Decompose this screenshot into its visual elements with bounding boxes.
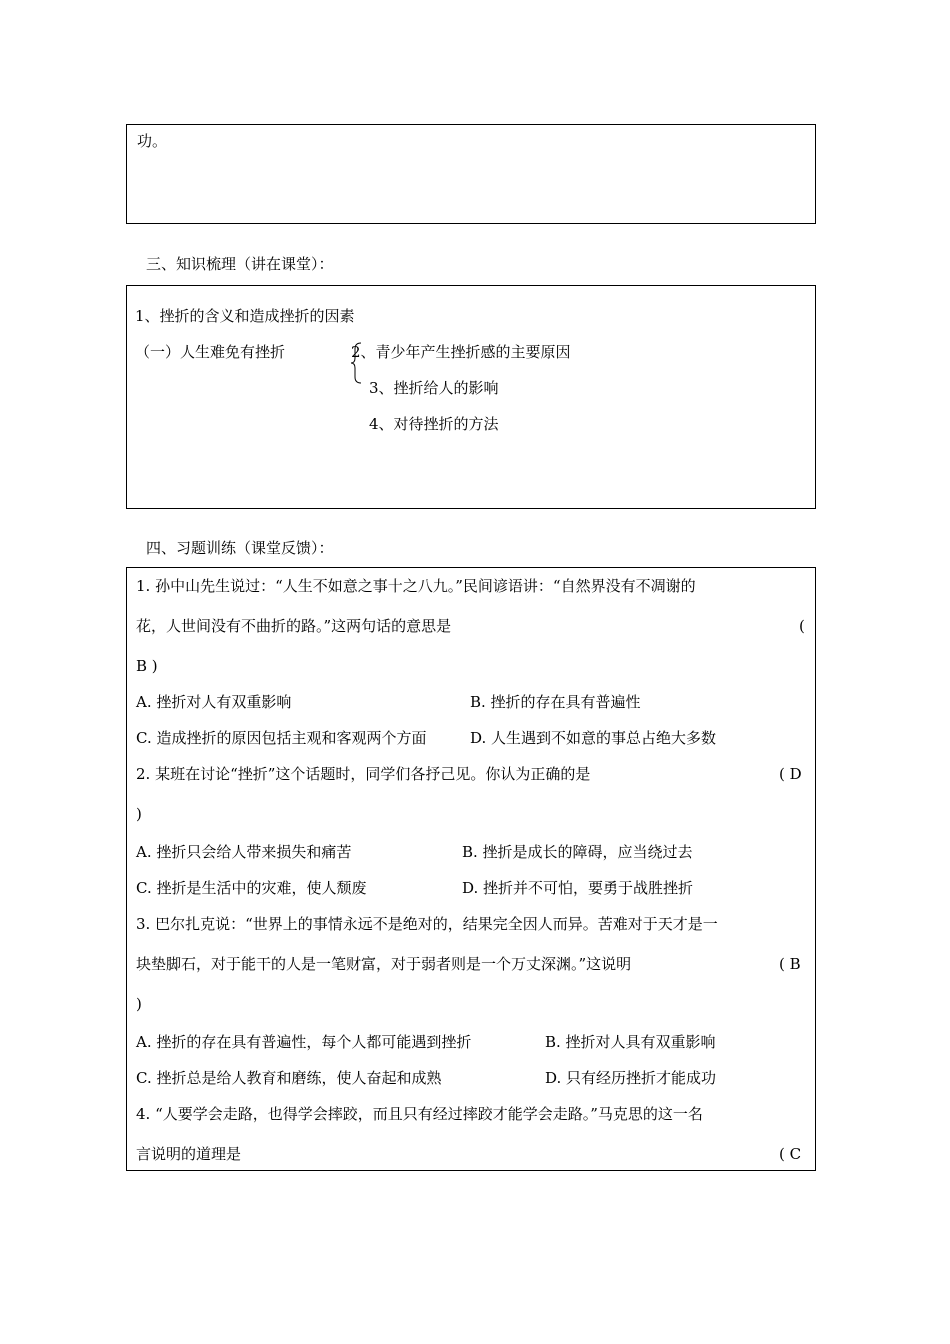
q4-line-1: 4. “人要学会走路，也得学会摔跤，而且只有经过摔跤才能学会走路。”马克思的这一名 [136,1105,703,1123]
section4-heading: 四、习题训练（课堂反馈）： [146,539,334,557]
q1-line-1: 1. 孙中山先生说过：“人生不如意之事十之八九。”民间谚语讲：“自然界没有不凋谢的 [136,577,696,595]
q3-option-c: C. 挫折总是给人教育和磨练，使人奋起和成熟 [136,1069,442,1087]
q2-option-d: D. 挫折并不可怕，要勇于战胜挫折 [462,879,694,897]
q1-option-c: C. 造成挫折的原因包括主观和客观两个方面 [136,729,427,747]
q3-option-b: B. 挫折对人具有双重影响 [545,1033,716,1051]
q2-option-a: A. 挫折只会给人带来损失和痛苦 [136,843,352,861]
q3-answer: ( B [779,955,801,973]
section3-heading: 三、知识梳理（讲在课堂）： [146,255,334,273]
q1-line-2: 花，人世间没有不曲折的路。”这两句话的意思是 [136,617,452,635]
q1-option-b: B. 挫折的存在具有普遍性 [470,693,641,711]
brace-icon [350,342,362,384]
q1-answer: B ) [136,657,158,675]
top-box-text: 功。 [137,132,168,150]
q2-line-1: 2. 某班在讨论“挫折”这个话题时，同学们各抒己见。你认为正确的是 [136,765,591,783]
q2-option-c: C. 挫折是生活中的灾难，使人颓废 [136,879,367,897]
q1-paren-open: ( [799,617,805,635]
q2-answer: ( D [779,765,802,783]
q1-option-d: D. 人生遇到不如意的事总占绝大多数 [470,729,717,747]
q3-line-2: 块垫脚石，对于能干的人是一笔财富，对于弱者则是一个万丈深渊。”这说明 [136,955,632,973]
knowledge-line-4: 4、对待挫折的方法 [369,415,499,433]
q2-option-b: B. 挫折是成长的障碍，应当绕过去 [462,843,693,861]
q3-line-1: 3. 巴尔扎克说：“世界上的事情永远不是绝对的，结果完全因人而异。苦难对于天才是一 [136,915,718,933]
exercise-box [126,567,816,1171]
knowledge-line-2a: （一）人生难免有挫折 [135,343,286,361]
q3-option-d: D. 只有经历挫折才能成功 [545,1069,717,1087]
q2-close: ) [136,805,142,823]
q4-answer: ( C [779,1145,802,1163]
knowledge-line-2b: 2、青少年产生挫折感的主要原因 [351,343,571,361]
q3-close: ) [136,995,142,1013]
q4-line-2: 言说明的道理是 [136,1145,242,1163]
q1-option-a: A. 挫折对人有双重影响 [136,693,292,711]
knowledge-box [126,285,816,509]
q3-option-a: A. 挫折的存在具有普遍性，每个人都可能遇到挫折 [136,1033,472,1051]
top-box [126,124,816,224]
knowledge-line-3: 3、挫折给人的影响 [369,379,499,397]
knowledge-line-1: 1、挫折的含义和造成挫折的因素 [135,307,355,325]
